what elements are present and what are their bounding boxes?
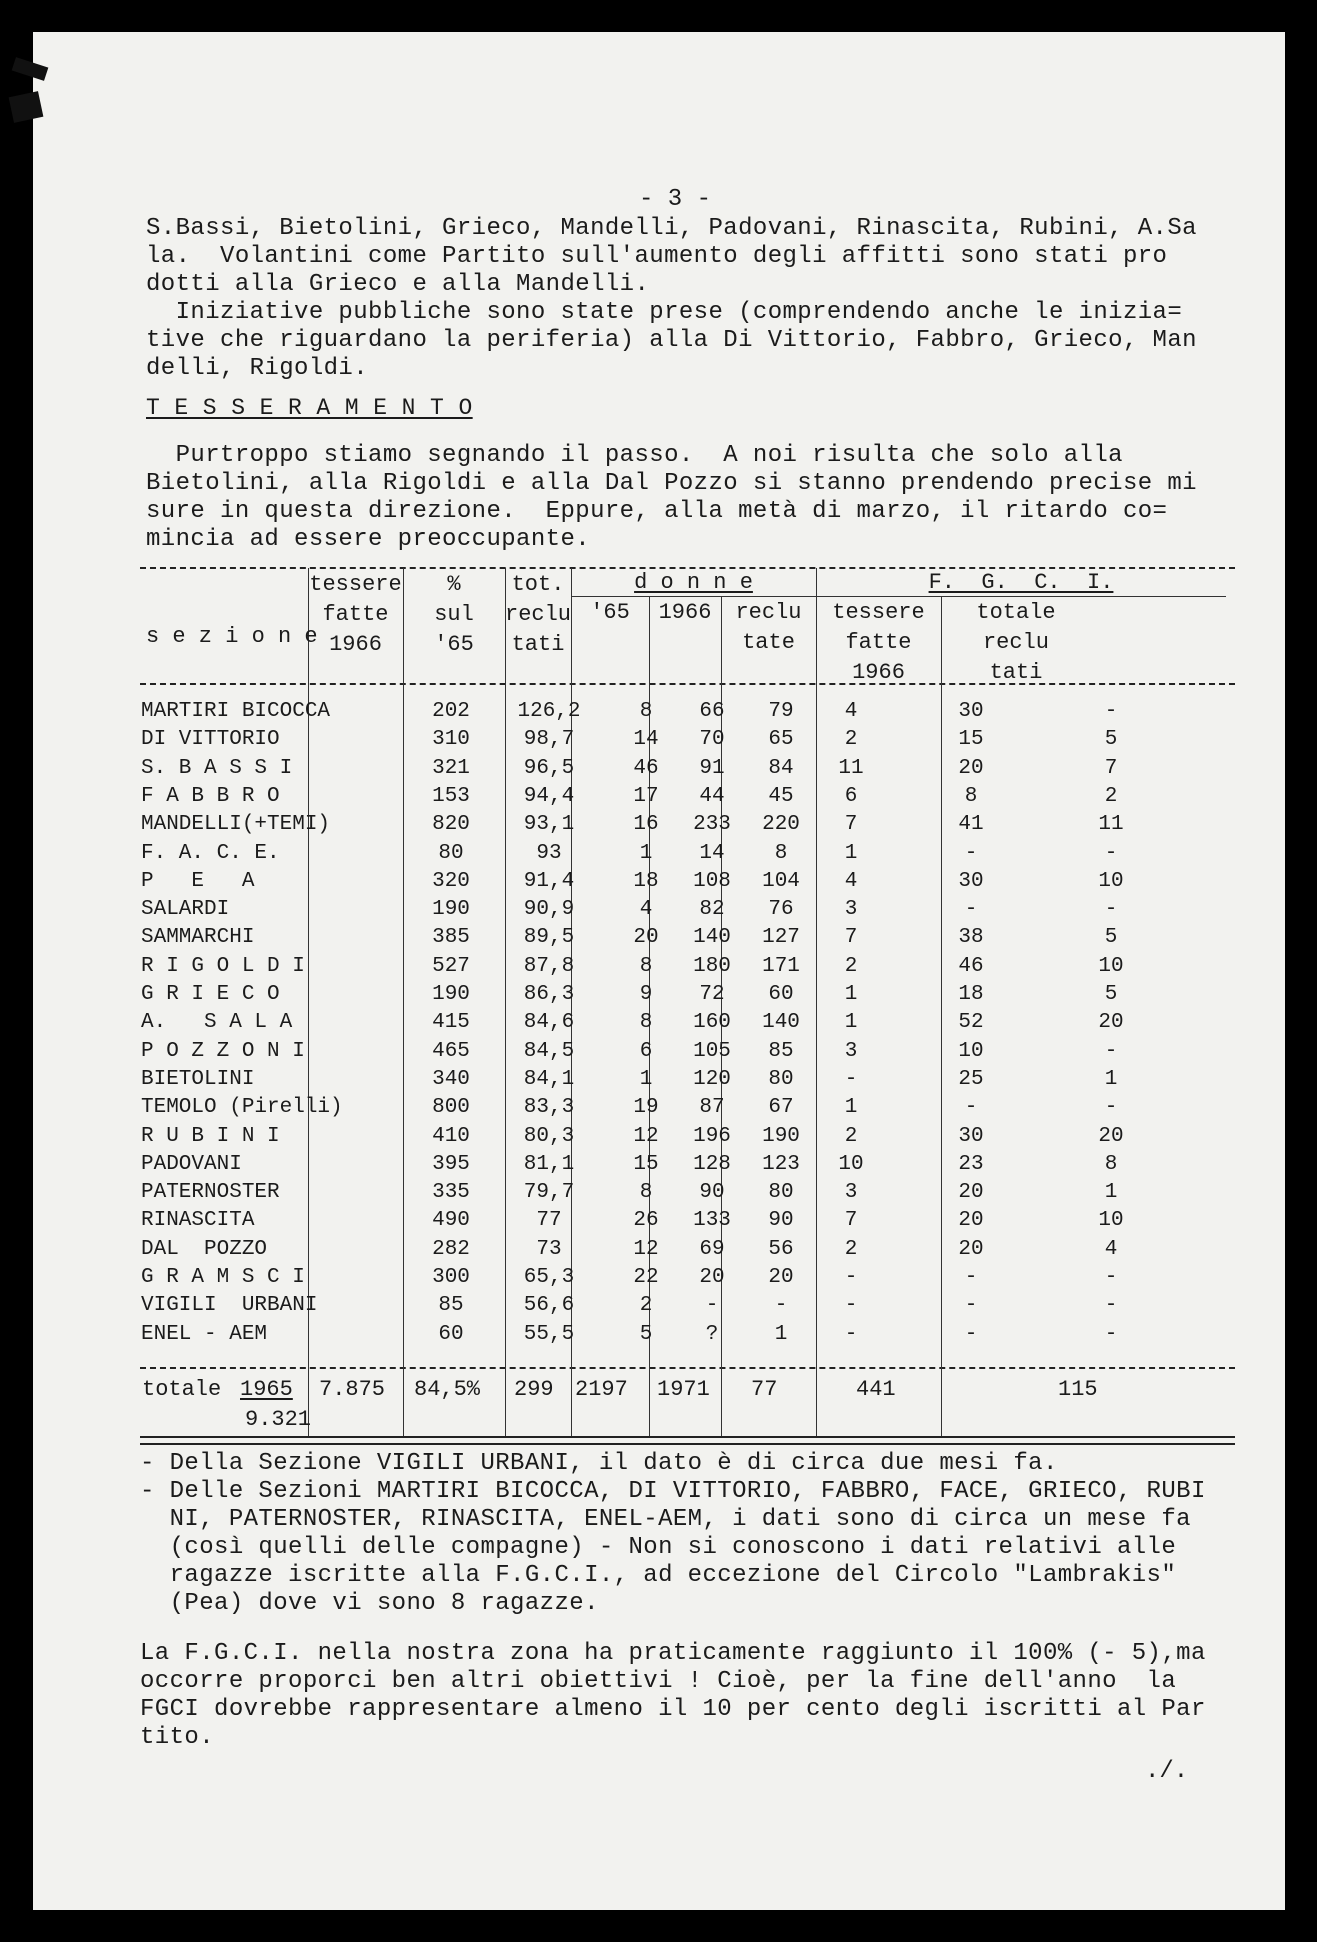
table-cell: 140 xyxy=(693,926,731,949)
total-value: 1971 xyxy=(657,1377,710,1402)
table-row xyxy=(141,1266,1201,1293)
note-line: (Pea) dove vi sono 8 ragazze. xyxy=(140,1590,599,1617)
table-row xyxy=(141,842,1201,869)
table-cell: 90 xyxy=(699,1181,725,1204)
totals-year-value: 9.321 xyxy=(245,1407,312,1432)
table-cell: 84,1 xyxy=(523,1068,575,1091)
table-cell: 160 xyxy=(693,1011,731,1034)
table-cell: 80 xyxy=(768,1181,794,1204)
table-cell: 84,6 xyxy=(523,1011,575,1034)
table-row xyxy=(141,1011,1201,1038)
section-name-cell: R U B I N I xyxy=(141,1125,280,1148)
table-cell: 7 xyxy=(844,813,858,836)
total-value: 84,5% xyxy=(414,1377,481,1402)
section-name-cell: P E A xyxy=(141,870,255,893)
paragraph-line: dotti alla Grieco e alla Mandelli. xyxy=(146,271,650,298)
table-cell: 46 xyxy=(958,955,984,978)
table-cell: 66 xyxy=(699,700,725,723)
table-cell: 7 xyxy=(844,1209,858,1232)
table-cell: 93 xyxy=(536,842,562,865)
totals-label: totale xyxy=(142,1377,222,1402)
header-donne-reclutate: reclu tate xyxy=(735,600,802,655)
table-cell: 91,4 xyxy=(523,870,575,893)
total-value: 299 xyxy=(514,1377,554,1402)
table-row xyxy=(141,898,1201,925)
section-name-cell: MANDELLI(+TEMI) xyxy=(141,813,331,836)
note-line: - Della Sezione VIGILI URBANI, il dato è di circa due mesi fa. xyxy=(140,1450,1058,1477)
table-cell: 20 xyxy=(958,1209,984,1232)
table-cell: 93,1 xyxy=(523,813,575,836)
header-donne-65: '65 xyxy=(590,600,630,625)
table-cell: 126,2 xyxy=(517,700,581,723)
paragraph-line: Iniziative pubbliche sono state prese (comprendendo anche le inizia= xyxy=(146,299,1183,326)
table-cell: 77 xyxy=(536,1209,562,1232)
total-value: 7.875 xyxy=(319,1377,386,1402)
table-cell: 20 xyxy=(633,926,659,949)
table-cell: 14 xyxy=(633,728,659,751)
table-cell: - xyxy=(1104,700,1118,723)
table-cell: 8 xyxy=(774,842,788,865)
table-cell: 190 xyxy=(432,898,470,921)
table-cell: - xyxy=(964,1294,978,1317)
table-cell: 90 xyxy=(768,1209,794,1232)
table-cell: 800 xyxy=(432,1096,470,1119)
header-fgci-totale: totale reclu tati xyxy=(976,600,1056,685)
table-row xyxy=(141,813,1201,840)
table-cell: 81,1 xyxy=(523,1153,575,1176)
table-row xyxy=(141,1096,1201,1123)
table-cell: 202 xyxy=(432,700,470,723)
table-bottom-double-rule xyxy=(140,1436,1235,1445)
table-row xyxy=(141,757,1201,784)
table-cell: 1 xyxy=(844,1011,858,1034)
table-cell: - xyxy=(964,1266,978,1289)
header-tot-reclutati: tot. reclu tati xyxy=(505,572,572,657)
table-row xyxy=(141,1209,1201,1236)
table-cell: 5 xyxy=(1104,926,1118,949)
section-name-cell: BIETOLINI xyxy=(141,1068,255,1091)
table-cell: 320 xyxy=(432,870,470,893)
table-row xyxy=(141,955,1201,982)
total-value: 441 xyxy=(856,1377,896,1402)
table-cell: - xyxy=(1104,1294,1118,1317)
table-row xyxy=(141,700,1201,727)
table-cell: 20 xyxy=(958,1238,984,1261)
table-row xyxy=(141,728,1201,755)
table-cell: - xyxy=(705,1294,719,1317)
punch-mark xyxy=(12,57,49,81)
table-cell: 30 xyxy=(958,1125,984,1148)
table-cell: 2 xyxy=(844,1238,858,1261)
table-cell: 1 xyxy=(844,983,858,1006)
table-row xyxy=(141,1181,1201,1208)
table-cell: 5 xyxy=(1104,728,1118,751)
document-page xyxy=(33,32,1285,1910)
page-number: - 3 - xyxy=(639,186,712,213)
header-fgci: F. G. C. I. xyxy=(928,570,1114,595)
table-cell: 56,6 xyxy=(523,1294,575,1317)
section-name-cell: A. S A L A xyxy=(141,1011,293,1034)
table-cell: 820 xyxy=(432,813,470,836)
section-name-cell: F. A. C. E. xyxy=(141,842,280,865)
table-row xyxy=(141,983,1201,1010)
table-cell: - xyxy=(964,898,978,921)
table-row xyxy=(141,1040,1201,1067)
table-cell: 9 xyxy=(639,983,653,1006)
table-cell: 18 xyxy=(958,983,984,1006)
table-cell: 465 xyxy=(432,1040,470,1063)
table-cell: 415 xyxy=(432,1011,470,1034)
table-cell: 44 xyxy=(699,785,725,808)
table-cell: 7 xyxy=(844,926,858,949)
table-cell: 16 xyxy=(633,813,659,836)
section-name-cell: SAMMARCHI xyxy=(141,926,255,949)
header-donne-1966: 1966 xyxy=(658,600,712,625)
table-row xyxy=(141,870,1201,897)
table-cell: 300 xyxy=(432,1266,470,1289)
table-cell: 3 xyxy=(844,898,858,921)
table-cell: 60 xyxy=(438,1323,464,1346)
section-name-cell: G R A M S C I xyxy=(141,1266,305,1289)
table-cell: 3 xyxy=(844,1040,858,1063)
table-cell: 65,3 xyxy=(523,1266,575,1289)
table-cell: - xyxy=(1104,1323,1118,1346)
paragraph-line: tito. xyxy=(140,1724,215,1751)
table-cell: 133 xyxy=(693,1209,731,1232)
table-cell: 17 xyxy=(633,785,659,808)
table-cell: 87,8 xyxy=(523,955,575,978)
table-cell: 79,7 xyxy=(523,1181,575,1204)
table-cell: 8 xyxy=(964,785,978,808)
table-cell: 65 xyxy=(768,728,794,751)
note-line: NI, PATERNOSTER, RINASCITA, ENEL-AEM, i dati sono di circa un mese fa xyxy=(140,1506,1191,1533)
note-line: - Delle Sezioni MARTIRI BICOCCA, DI VITTORIO, FABBRO, FACE, GRIECO, RUBI xyxy=(140,1478,1206,1505)
table-cell: 6 xyxy=(639,1040,653,1063)
table-cell: 20 xyxy=(768,1266,794,1289)
table-cell: 7 xyxy=(1104,757,1118,780)
table-cell: 96,5 xyxy=(523,757,575,780)
table-cell: 1 xyxy=(639,1068,653,1091)
table-cell: 83,3 xyxy=(523,1096,575,1119)
table-cell: 20 xyxy=(958,1181,984,1204)
table-cell: 4 xyxy=(639,898,653,921)
table-cell: 1 xyxy=(844,842,858,865)
table-cell: - xyxy=(964,1323,978,1346)
table-cell: 25 xyxy=(958,1068,984,1091)
table-cell: 60 xyxy=(768,983,794,1006)
table-cell: 2 xyxy=(844,1125,858,1148)
table-cell: 1 xyxy=(844,1096,858,1119)
paragraph-line: S.Bassi, Bietolini, Grieco, Mandelli, Padovani, Rinascita, Rubini, A.Sa xyxy=(146,215,1197,242)
table-cell: 8 xyxy=(1104,1153,1118,1176)
table-cell: 105 xyxy=(693,1040,731,1063)
table-cell: 94,4 xyxy=(523,785,575,808)
table-cell: 20 xyxy=(1098,1011,1124,1034)
table-cell: 87 xyxy=(699,1096,725,1119)
table-cell: - xyxy=(844,1323,858,1346)
section-name-cell: G R I E C O xyxy=(141,983,280,1006)
table-cell: 10 xyxy=(1098,870,1124,893)
table-cell: 55,5 xyxy=(523,1323,575,1346)
table-cell: 52 xyxy=(958,1011,984,1034)
section-name-cell: DAL POZZO xyxy=(141,1238,268,1261)
table-cell: 18 xyxy=(633,870,659,893)
table-cell: 11 xyxy=(1098,813,1124,836)
total-value: 2197 xyxy=(575,1377,628,1402)
table-cell: 8 xyxy=(639,955,653,978)
table-cell: 2 xyxy=(1104,785,1118,808)
table-cell: 69 xyxy=(699,1238,725,1261)
table-cell: 46 xyxy=(633,757,659,780)
table-cell: 127 xyxy=(762,926,800,949)
table-cell: 220 xyxy=(762,813,800,836)
continuation-mark: ./. xyxy=(1145,1758,1189,1785)
paragraph-line: la. Volantini come Partito sull'aumento degli affitti sono stati pro xyxy=(146,243,1168,270)
table-cell: 180 xyxy=(693,955,731,978)
table-cell: - xyxy=(844,1294,858,1317)
totals-year: 1965 xyxy=(240,1377,293,1402)
table-cell: 30 xyxy=(958,700,984,723)
table-cell: 8 xyxy=(639,1181,653,1204)
paragraph-line: FGCI dovrebbe rappresentare almeno il 10 per cento degli iscritti al Par xyxy=(140,1696,1206,1723)
table-cell: 385 xyxy=(432,926,470,949)
table-cell: 85 xyxy=(438,1294,464,1317)
header-sezione: s e z i o n e xyxy=(146,624,318,649)
table-cell: 4 xyxy=(844,700,858,723)
table-cell: 1 xyxy=(1104,1068,1118,1091)
table-cell: 12 xyxy=(633,1238,659,1261)
table-cell: 20 xyxy=(699,1266,725,1289)
table-cell: 153 xyxy=(432,785,470,808)
table-cell: 19 xyxy=(633,1096,659,1119)
note-line: ragazze iscritte alla F.G.C.I., ad eccezione del Circolo "Lambrakis" xyxy=(140,1562,1177,1589)
table-cell: 30 xyxy=(958,870,984,893)
total-value: 77 xyxy=(751,1377,778,1402)
table-cell: 10 xyxy=(958,1040,984,1063)
table-row xyxy=(141,1238,1201,1265)
table-cell: - xyxy=(1104,898,1118,921)
table-cell: 282 xyxy=(432,1238,470,1261)
table-cell: 91 xyxy=(699,757,725,780)
table-cell: 10 xyxy=(1098,1209,1124,1232)
table-cell: - xyxy=(964,1096,978,1119)
table-cell: 5 xyxy=(1104,983,1118,1006)
table-cell: 196 xyxy=(693,1125,731,1148)
table-cell: 38 xyxy=(958,926,984,949)
table-cell: 22 xyxy=(633,1266,659,1289)
table-cell: 340 xyxy=(432,1068,470,1091)
table-cell: 4 xyxy=(1104,1238,1118,1261)
section-name-cell: P O Z Z O N I xyxy=(141,1040,305,1063)
section-name-cell: RINASCITA xyxy=(141,1209,255,1232)
table-cell: 56 xyxy=(768,1238,794,1261)
table-cell: 26 xyxy=(633,1209,659,1232)
table-row xyxy=(141,1294,1201,1321)
section-name-cell: DI VITTORIO xyxy=(141,728,280,751)
table-cell: 490 xyxy=(432,1209,470,1232)
section-name-cell: ENEL - AEM xyxy=(141,1323,268,1346)
table-row xyxy=(141,926,1201,953)
table-row xyxy=(141,1153,1201,1180)
table-cell: 80,3 xyxy=(523,1125,575,1148)
table-cell: 104 xyxy=(762,870,800,893)
header-donne: d o n n e xyxy=(634,570,753,595)
table-cell: 11 xyxy=(838,757,864,780)
table-cell: - xyxy=(1104,842,1118,865)
table-cell: 86,3 xyxy=(523,983,575,1006)
table-cell: 90,9 xyxy=(523,898,575,921)
table-cell: 2 xyxy=(844,728,858,751)
section-name-cell: PADOVANI xyxy=(141,1153,242,1176)
table-cell: 171 xyxy=(762,955,800,978)
section-name-cell: MARTIRI BICOCCA xyxy=(141,700,331,723)
section-name-cell: TEMOLO (Pirelli) xyxy=(141,1096,343,1119)
table-cell: 310 xyxy=(432,728,470,751)
table-cell: 5 xyxy=(639,1323,653,1346)
section-name-cell: F A B B R O xyxy=(141,785,280,808)
table-cell: 76 xyxy=(768,898,794,921)
table-cell: 128 xyxy=(693,1153,731,1176)
table-cell: 72 xyxy=(699,983,725,1006)
table-cell: 4 xyxy=(844,870,858,893)
paragraph-line: delli, Rigoldi. xyxy=(146,355,369,382)
table-cell: 321 xyxy=(432,757,470,780)
table-cell: 10 xyxy=(1098,955,1124,978)
table-cell: 10 xyxy=(838,1153,864,1176)
table-cell: 12 xyxy=(633,1125,659,1148)
table-cell: 527 xyxy=(432,955,470,978)
table-cell: - xyxy=(1104,1266,1118,1289)
table-cell: 233 xyxy=(693,813,731,836)
paragraph-line: La F.G.C.I. nella nostra zona ha praticamente raggiunto il 100% (- 5),ma xyxy=(140,1640,1206,1667)
paragraph-line: occorre proporci ben altri obiettivi ! Cioè, per la fine dell'anno la xyxy=(140,1668,1177,1695)
section-title: T E S S E R A M E N T O xyxy=(146,395,473,421)
section-name-cell: SALARDI xyxy=(141,898,230,921)
table-cell: - xyxy=(964,842,978,865)
section-name-cell: VIGILI URBANI xyxy=(141,1294,318,1317)
table-cell: - xyxy=(774,1294,788,1317)
table-cell: 3 xyxy=(844,1181,858,1204)
table-cell: 335 xyxy=(432,1181,470,1204)
table-cell: 79 xyxy=(768,700,794,723)
table-cell: - xyxy=(844,1068,858,1091)
table-row xyxy=(141,785,1201,812)
section-name-cell: S. B A S S I xyxy=(141,757,293,780)
table-cell: 20 xyxy=(1098,1125,1124,1148)
table-cell: 190 xyxy=(762,1125,800,1148)
table-cell: - xyxy=(1104,1096,1118,1119)
header-fgci-tessere: tessere fatte 1966 xyxy=(832,600,925,685)
table-cell: 395 xyxy=(432,1153,470,1176)
table-cell: 73 xyxy=(536,1238,562,1261)
table-cell: 45 xyxy=(768,785,794,808)
paragraph-line: tive che riguardano la periferia) alla Di Vittorio, Fabbro, Grieco, Man xyxy=(146,327,1197,354)
table-cell: 123 xyxy=(762,1153,800,1176)
table-cell: 70 xyxy=(699,728,725,751)
table-cell: ? xyxy=(705,1323,719,1346)
table-cell: 1 xyxy=(1104,1181,1118,1204)
table-cell: 8 xyxy=(639,700,653,723)
table-cell: 1 xyxy=(774,1323,788,1346)
table-cell: 23 xyxy=(958,1153,984,1176)
table-cell: 6 xyxy=(844,785,858,808)
total-value: 115 xyxy=(1058,1377,1098,1402)
header-tessere-fatte: tessere fatte 1966 xyxy=(309,572,402,657)
table-cell: 80 xyxy=(438,842,464,865)
table-cell: 190 xyxy=(432,983,470,1006)
table-cell: 120 xyxy=(693,1068,731,1091)
table-cell: 98,7 xyxy=(523,728,575,751)
section-name-cell: PATERNOSTER xyxy=(141,1181,280,1204)
punch-mark xyxy=(9,91,44,123)
table-row xyxy=(141,1068,1201,1095)
table-cell: 14 xyxy=(699,842,725,865)
table-cell: 8 xyxy=(639,1011,653,1034)
table-cell: 140 xyxy=(762,1011,800,1034)
table-cell: 89,5 xyxy=(523,926,575,949)
table-cell: 85 xyxy=(768,1040,794,1063)
table-cell: 2 xyxy=(844,955,858,978)
table-cell: 20 xyxy=(958,757,984,780)
table-cell: 15 xyxy=(958,728,984,751)
table-row xyxy=(141,1323,1201,1350)
table-footer-rule xyxy=(140,1367,1235,1369)
table-cell: 41 xyxy=(958,813,984,836)
table-cell: 84,5 xyxy=(523,1040,575,1063)
table-cell: 15 xyxy=(633,1153,659,1176)
table-cell: - xyxy=(844,1266,858,1289)
table-cell: 67 xyxy=(768,1096,794,1119)
table-cell: 410 xyxy=(432,1125,470,1148)
table-cell: 108 xyxy=(693,870,731,893)
table-cell: 80 xyxy=(768,1068,794,1091)
header-percent-sul-65: % sul '65 xyxy=(434,572,474,657)
table-cell: 84 xyxy=(768,757,794,780)
table-cell: - xyxy=(1104,1040,1118,1063)
table-row xyxy=(141,1125,1201,1152)
paragraph-line: sure in questa direzione. Eppure, alla metà di marzo, il ritardo co= xyxy=(146,498,1168,525)
paragraph-line: mincia ad essere preoccupante. xyxy=(146,526,591,553)
paragraph-line: Bietolini, alla Rigoldi e alla Dal Pozzo si stanno prendendo precise mi xyxy=(146,470,1197,497)
paragraph-line: Purtroppo stiamo segnando il passo. A noi risulta che solo alla xyxy=(146,442,1123,469)
table-cell: 1 xyxy=(639,842,653,865)
table-cell: 82 xyxy=(699,898,725,921)
table-cell: 2 xyxy=(639,1294,653,1317)
note-line: (così quelli delle compagne) - Non si conoscono i dati relativi alle xyxy=(140,1534,1177,1561)
section-name-cell: R I G O L D I xyxy=(141,955,305,978)
